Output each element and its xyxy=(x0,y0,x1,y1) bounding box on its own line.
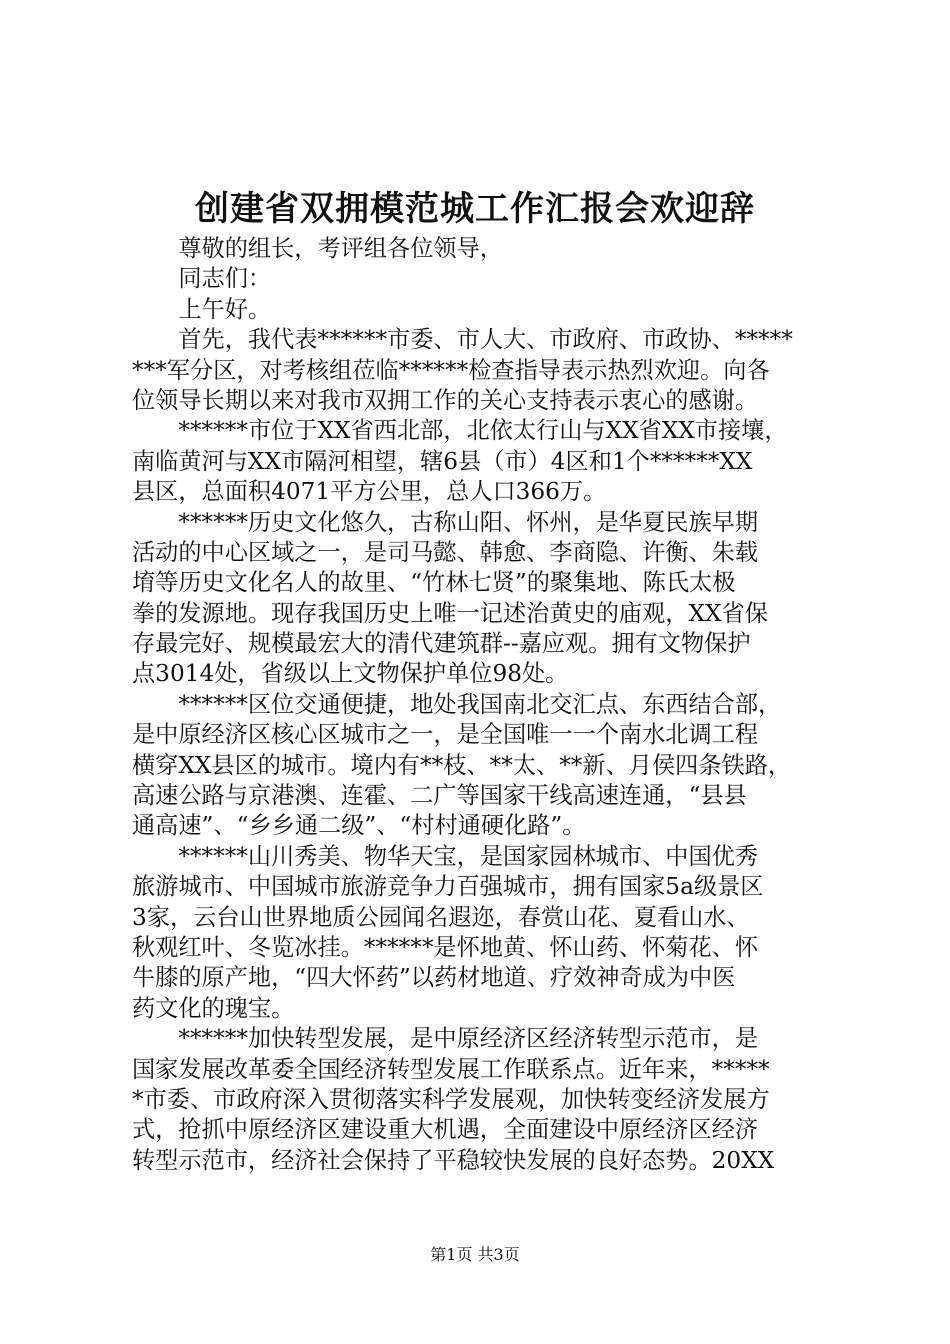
body-line: 3家，云台山世界地质公园闻名遐迩，春赏山花、夏看山水、 xyxy=(132,903,750,931)
body-line: 南临黄河与XX市隔河相望，辖6县（市）4区和1个******XX xyxy=(132,447,753,475)
body-line: 通高速”、“乡乡通二级”、“村村通硬化路”。 xyxy=(132,812,586,840)
body-line: 横穿XX县区的城市。境内有**枝、**太、**新、月侯四条铁路， xyxy=(132,751,792,779)
body-line: 首先，我代表******市委、市人大、市政府、市政协、***** xyxy=(132,326,793,354)
document-body xyxy=(132,234,832,1176)
body-line: 药文化的瑰宝。 xyxy=(132,994,295,1022)
body-line: 国家发展改革委全国经济转型发展工作联系点。近年来，***** xyxy=(132,1055,770,1083)
body-line: 活动的中心区域之一，是司马懿、韩愈、李商隐、许衡、朱载 xyxy=(132,538,759,566)
body-line: ***军分区，对考核组莅临******检查指导表示热烈欢迎。向各 xyxy=(132,356,770,384)
body-line: 同志们： xyxy=(132,265,272,293)
body-line: 位领导长期以来对我市双拥工作的关心支持表示衷心的感谢。 xyxy=(132,386,759,414)
body-line: ******区位交通便捷，地处我国南北交汇点、东西结合部， xyxy=(132,690,782,718)
body-line: 旅游城市、中国城市旅游竞争力百强城市，拥有国家5a级景区 xyxy=(132,873,764,901)
body-line: 高速公路与京港澳、连霍、二广等国家干线高速连通，“县县 xyxy=(132,782,747,810)
body-line: 秋观红叶、冬览冰挂。******是怀地黄、怀山药、怀菊花、怀 xyxy=(132,933,759,961)
document-title: 创建省双拥模范城工作汇报会欢迎辞 xyxy=(195,189,755,229)
body-line: ******历史文化悠久，古称山阳、怀州，是华夏民族早期 xyxy=(132,508,759,536)
body-line: *市委、市政府深入贯彻落实科学发展观，加快转变经济发展方 xyxy=(132,1085,770,1113)
body-line: ******山川秀美、物华天宝，是国家园林城市、中国优秀 xyxy=(132,842,759,870)
body-line: 县区，总面积4071平方公里，总人口366万。 xyxy=(132,478,607,506)
body-line: ******加快转型发展，是中原经济区经济转型示范市，是 xyxy=(132,1025,759,1053)
body-line: 转型示范市，经济社会保持了平稳较快发展的良好态势。20XX xyxy=(132,1146,775,1174)
body-line: 堉等历史文化名人的故里、“竹林七贤”的聚集地、陈氏太极 xyxy=(132,569,736,597)
body-line: 尊敬的组长，考评组各位领导， xyxy=(132,235,503,262)
page-footer: 第1页 共3页 xyxy=(430,1245,520,1264)
body-line: 上午好。 xyxy=(132,295,272,323)
body-line: 存最完好、规模最宏大的清代建筑群--嘉应观。拥有文物保护 xyxy=(132,630,751,658)
body-line: 拳的发源地。现存我国历史上唯一记述治黄史的庙观，XX省保 xyxy=(132,599,768,627)
body-line: 式，抢抓中原经济区建设重大机遇，全面建设中原经济区经济 xyxy=(132,1116,759,1144)
body-line: 是中原经济区核心区城市之一，是全国唯一一个南水北调工程 xyxy=(132,721,759,749)
body-line: 点3014处，省级以上文物保护单位98处。 xyxy=(132,660,569,688)
body-line: ******市位于XX省西北部，北依太行山与XX省XX市接壤， xyxy=(132,417,788,445)
body-line: 牛膝的原产地，“四大怀药”以药材地道、疗效神奇成为中医 xyxy=(132,964,736,992)
